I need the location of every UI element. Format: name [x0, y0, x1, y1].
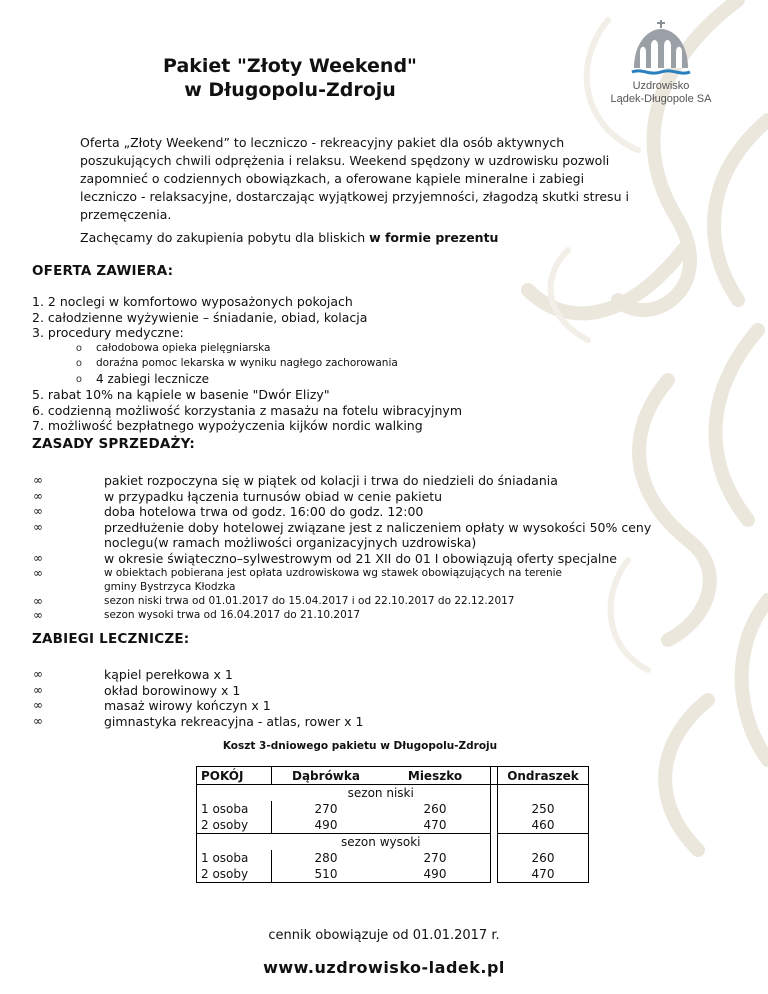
- table-gap: [491, 866, 498, 883]
- header-dabrowka: Dąbrówka: [272, 767, 381, 785]
- price-validity-note: cennik obowiązuje od 01.01.2017 r.: [268, 928, 500, 943]
- sub-list-item: [0, 341, 462, 357]
- price-cell: 260: [498, 850, 589, 866]
- bullet-icon: ∞: [33, 698, 43, 712]
- list-item-text: okład borowinowy x 1: [104, 682, 241, 698]
- sub-item-text: 4 zabiegi lecznicze: [96, 371, 210, 386]
- table-row: [197, 817, 589, 834]
- logo-line-1: Uzdrowisko: [632, 80, 690, 92]
- bullet-icon: ∞: [33, 550, 43, 565]
- sub-item-text: doraźna pomoc lekarska w wyniku nagłego zachorowania: [96, 357, 398, 369]
- list-item: [0, 473, 704, 489]
- list-item-text: przedłużenie doby hotelowej związane jest z naliczeniem opłaty w wysokości 50% ceny noclegu(w ramach możliwości organizacyjnych uzdrowiska): [104, 519, 652, 550]
- page-title: [100, 54, 480, 102]
- list-item-text: masaż wirowy kończyn x 1: [104, 698, 271, 713]
- price-table-title: Koszt 3-dniowego pakietu w Długopolu-Zdroju: [222, 740, 498, 752]
- list-item: [0, 714, 704, 730]
- bullet-icon: ∞: [33, 667, 43, 681]
- price-cell: 270: [380, 850, 491, 866]
- price-cell: 270: [314, 802, 338, 816]
- title-line-1: Pakiet "Złoty Weekend": [163, 55, 417, 77]
- bullet-icon: ∞: [33, 594, 43, 608]
- circle-bullet-icon: o: [75, 358, 82, 369]
- list-item: 3. procedury medyczne:: [32, 325, 184, 340]
- website-address: www.uzdrowisko-ladek.pl: [263, 958, 505, 977]
- price-cell: 250: [498, 801, 589, 817]
- price-cell: 470: [380, 817, 491, 834]
- bullet-icon: ∞: [33, 519, 43, 534]
- price-cell: 490: [314, 818, 338, 832]
- bullet-icon: ∞: [33, 608, 43, 622]
- list-item-text: kąpiel perełkowa x 1: [104, 667, 233, 682]
- table-gap: [491, 801, 498, 817]
- list-item: [0, 608, 704, 622]
- list-item: 5. rabat 10% na kąpiele w basenie "Dwór Elizy": [32, 387, 330, 402]
- rules-heading: ZASADY SPRZEDAŻY:: [32, 436, 195, 452]
- offer-list: [32, 294, 462, 434]
- table-gap: [491, 834, 498, 851]
- table-gap: [491, 817, 498, 834]
- bullet-icon: ∞: [33, 566, 43, 580]
- bullet-icon: ∞: [33, 504, 43, 518]
- list-item: [0, 594, 704, 608]
- season-label: sezon wysoki: [272, 834, 491, 851]
- spa-building-icon: [626, 18, 696, 78]
- gift-text: Zachęcamy do zakupienia pobytu dla bliskich: [80, 230, 370, 245]
- list-item: 2. całodzienne wyżywienie – śniadanie, obiad, kolacja: [32, 309, 368, 325]
- title-line-2: w Długopolu-Zdroju: [184, 79, 396, 101]
- table-cell-empty: [498, 834, 589, 851]
- list-item-text: w obiektach pobierana jest opłata uzdrowiskowa wg stawek obowiązujących na terenie gminy Bystrzyca Kłodzka: [104, 567, 562, 593]
- room-cell: 2 osoby: [197, 866, 272, 883]
- season-row: [197, 834, 589, 851]
- bullet-icon: ∞: [33, 473, 43, 487]
- price-cell: 490: [380, 866, 491, 883]
- table-row: [197, 866, 589, 883]
- sub-item-text: całodobowa opieka pielęgniarska: [96, 341, 271, 354]
- bullet-icon: ∞: [33, 713, 43, 728]
- header-ondraszek: Ondraszek: [498, 767, 589, 785]
- list-item: [0, 489, 704, 505]
- intro-paragraph: Oferta „Złoty Weekend” to leczniczo - rekreacyjny pakiet dla osób aktywnych poszukujących chwili odprężenia i relaksu. Weekend spędzony w uzdrowisku pozwoli zapomnieć o codziennych obowiązkach, a oferowane kąpiele mineralne i zabiegi leczniczo - relaksacyjne, dostarczając wyjątkowej przyjemności, złagodzą skutki stresu i przemęczenia.: [80, 135, 629, 222]
- list-item-text: sezon niski trwa od 01.01.2017 do 15.04.2017 i od 22.10.2017 do 22.12.2017: [104, 595, 515, 607]
- list-item: [0, 667, 704, 683]
- list-item-text: w przypadku łączenia turnusów obiad w cenie pakietu: [104, 488, 443, 504]
- price-cell: 470: [498, 866, 589, 883]
- logo-line-2: Lądek-Długopole SA: [610, 93, 712, 105]
- list-item: 1. 2 noclegi w komfortowo wyposażonych pokojach: [32, 294, 353, 309]
- circle-bullet-icon: o: [75, 342, 82, 354]
- price-cell: 260: [380, 801, 491, 817]
- list-item: [0, 683, 704, 699]
- table-gap: [491, 767, 498, 785]
- offer-heading: OFERTA ZAWIERA:: [32, 263, 174, 279]
- room-cell: 1 osoba: [197, 850, 272, 866]
- price-cell: 280: [314, 851, 338, 865]
- table-row: [197, 801, 589, 817]
- price-cell: 460: [498, 817, 589, 834]
- bullet-icon: ∞: [33, 682, 43, 697]
- table-header-row: [197, 767, 589, 785]
- list-item: [0, 520, 704, 551]
- room-cell: 1 osoba: [197, 801, 272, 817]
- header-room: POKÓJ: [197, 767, 272, 785]
- season-row: [197, 785, 589, 802]
- treatments-heading: ZABIEGI LECZNICZE:: [32, 631, 190, 647]
- rules-list: [0, 473, 704, 622]
- sub-list-item: [0, 372, 462, 388]
- price-cell: 510: [272, 866, 381, 883]
- table-row: [197, 850, 589, 866]
- list-item: 6. codzienną możliwość korzystania z masażu na fotelu wibracyjnym: [32, 402, 462, 418]
- table-cell-empty: [498, 785, 589, 802]
- list-item-text: gimnastyka rekreacyjna - atlas, rower x 1: [104, 713, 364, 729]
- list-item: 7. możliwość bezpłatnego wypożyczenia kijków nordic walking: [32, 418, 423, 433]
- treatments-list: [0, 667, 704, 729]
- table-gap: [491, 785, 498, 802]
- list-item: [0, 504, 704, 520]
- bullet-icon: ∞: [33, 488, 43, 503]
- sub-list-item: [0, 356, 462, 372]
- list-item: [0, 566, 704, 594]
- list-item-text: sezon wysoki trwa od 16.04.2017 do 21.10.2017: [104, 609, 361, 621]
- season-label: sezon niski: [272, 785, 491, 802]
- list-item-text: w okresie świąteczno–sylwestrowym od 21 XII do 01 I obowiązują oferty specjalne: [104, 550, 617, 566]
- table-cell-empty: [197, 785, 272, 802]
- gift-paragraph: [80, 229, 680, 247]
- gift-emphasis: w formie prezentu: [369, 230, 499, 245]
- company-logo: [606, 18, 716, 106]
- price-table: [196, 766, 589, 883]
- circle-bullet-icon: o: [75, 373, 82, 385]
- list-item-text: doba hotelowa trwa od godz. 16:00 do godz. 12:00: [104, 504, 424, 519]
- list-item: [0, 698, 704, 714]
- header-mieszko: Mieszko: [380, 767, 491, 785]
- table-gap: [491, 850, 498, 866]
- room-cell: 2 osoby: [197, 817, 272, 834]
- list-item: [0, 551, 704, 567]
- list-item-text: pakiet rozpoczyna się w piątek od kolacji i trwa do niedzieli do śniadania: [104, 473, 558, 488]
- table-cell-empty: [197, 834, 272, 851]
